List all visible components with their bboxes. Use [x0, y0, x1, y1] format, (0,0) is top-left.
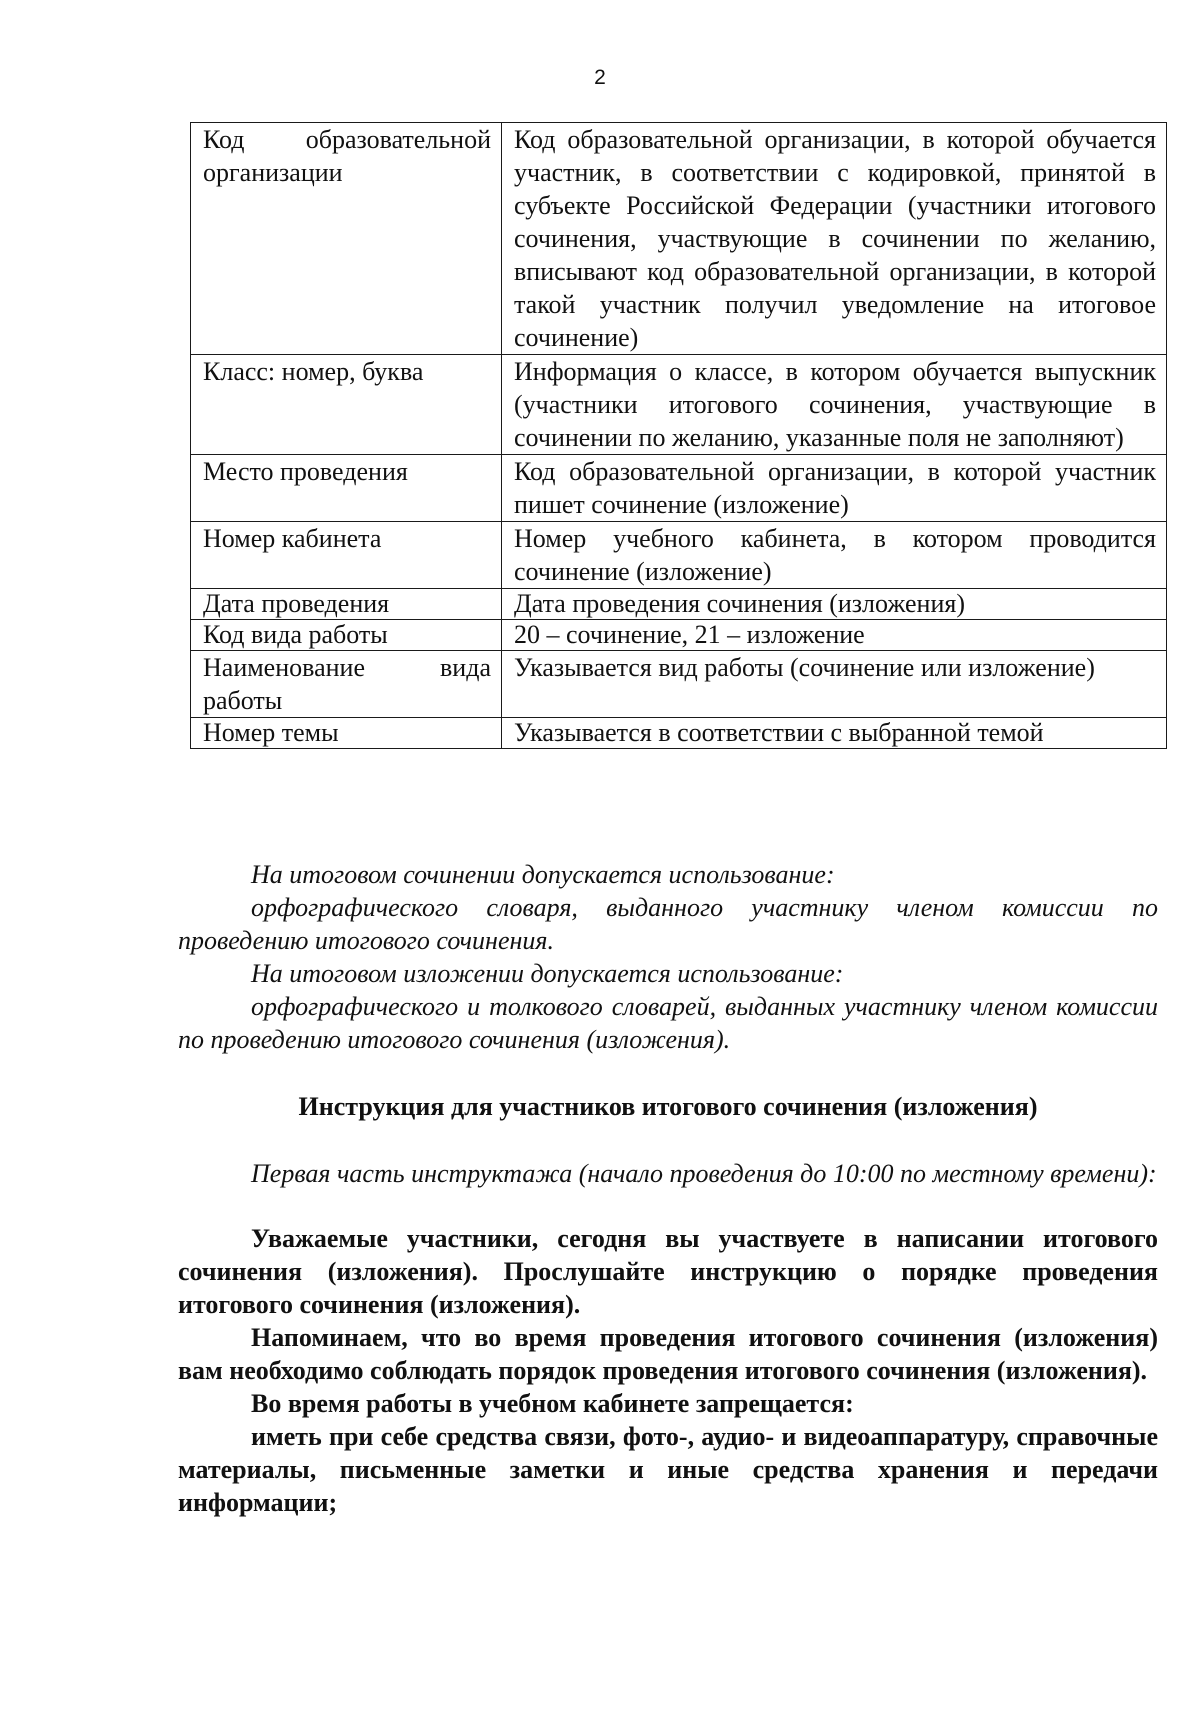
field-description-cell: Номер учебного кабинета, в котором проводится сочинение (изложение) [502, 522, 1167, 589]
field-name-cell: Номер кабинета [191, 522, 502, 589]
field-name-cell: Дата проведения [191, 589, 502, 620]
table-row [191, 620, 1167, 651]
table-row [191, 718, 1167, 749]
instruction-intro-block [178, 1157, 1158, 1190]
field-description-cell: Указывается вид работы (сочинение или изложение) [502, 651, 1167, 718]
page-number: 2 [594, 66, 606, 89]
instruction-paragraph: Во время работы в учебном кабинете запрещается: [251, 1389, 854, 1418]
allowed-materials-notes [178, 858, 1158, 1056]
field-description-cell: Код образовательной организации, в которой обучается участник, в соответствии с кодировкой, принятой в субъекте Российской Федерации (участники итогового сочинения, участвующие в сочинении по желанию, вписывают код образовательной организации, в которой такой участник получил уведомление на итоговое сочинение) [502, 123, 1167, 355]
essay-allowed-title: На итоговом сочинении допускается использование: [251, 860, 835, 889]
table-row [191, 355, 1167, 455]
table-row [191, 651, 1167, 718]
field-description-cell: Код образовательной организации, в которой участник пишет сочинение (изложение) [502, 455, 1167, 522]
instruction-intro: Первая часть инструктажа (начало проведения до 10:00 по местному времени): [251, 1159, 1157, 1188]
table-row [191, 123, 1167, 355]
form-fields-table [190, 122, 1167, 749]
table-row [191, 455, 1167, 522]
field-name-cell: Номер темы [191, 718, 502, 749]
summary-allowed-item: орфографического и толкового словарей, выданных участнику членом комиссии по проведению итогового сочинения (изложения). [178, 992, 1158, 1054]
essay-allowed-item: орфографического словаря, выданного участнику членом комиссии по проведению итогового сочинения. [178, 893, 1158, 955]
instruction-paragraph: иметь при себе средства связи, фото-, аудио- и видеоаппаратуру, справочные материалы, письменные заметки и иные средства хранения и передачи информации; [178, 1422, 1158, 1517]
field-name-cell: Код образовательной организации [191, 123, 502, 355]
field-name-cell: Код вида работы [191, 620, 502, 651]
field-name-cell: Наименование вида работы [191, 651, 502, 718]
instruction-paragraph: Уважаемые участники, сегодня вы участвуете в написании итогового сочинения (изложения). Прослушайте инструкцию о порядке проведения итогового сочинения (изложения). [178, 1224, 1158, 1319]
field-description-cell: 20 – сочинение, 21 – изложение [502, 620, 1167, 651]
table-row [191, 589, 1167, 620]
field-name-cell: Класс: номер, буква [191, 355, 502, 455]
field-name-cell: Место проведения [191, 455, 502, 522]
instruction-paragraph: Напоминаем, что во время проведения итогового сочинения (изложения) вам необходимо соблюдать порядок проведения итогового сочинения (изложения). [178, 1323, 1158, 1385]
summary-allowed-title: На итоговом изложении допускается использование: [251, 959, 844, 988]
field-description-cell: Дата проведения сочинения (изложения) [502, 589, 1167, 620]
table-row [191, 522, 1167, 589]
field-description-cell: Информация о классе, в котором обучается выпускник (участники итогового сочинения, участвующие в сочинении по желанию, указанные поля не заполняют) [502, 355, 1167, 455]
instruction-text-block [178, 1222, 1158, 1519]
instruction-heading: Инструкция для участников итогового сочинения (изложения) [298, 1092, 1038, 1121]
field-description-cell: Указывается в соответствии с выбранной темой [502, 718, 1167, 749]
